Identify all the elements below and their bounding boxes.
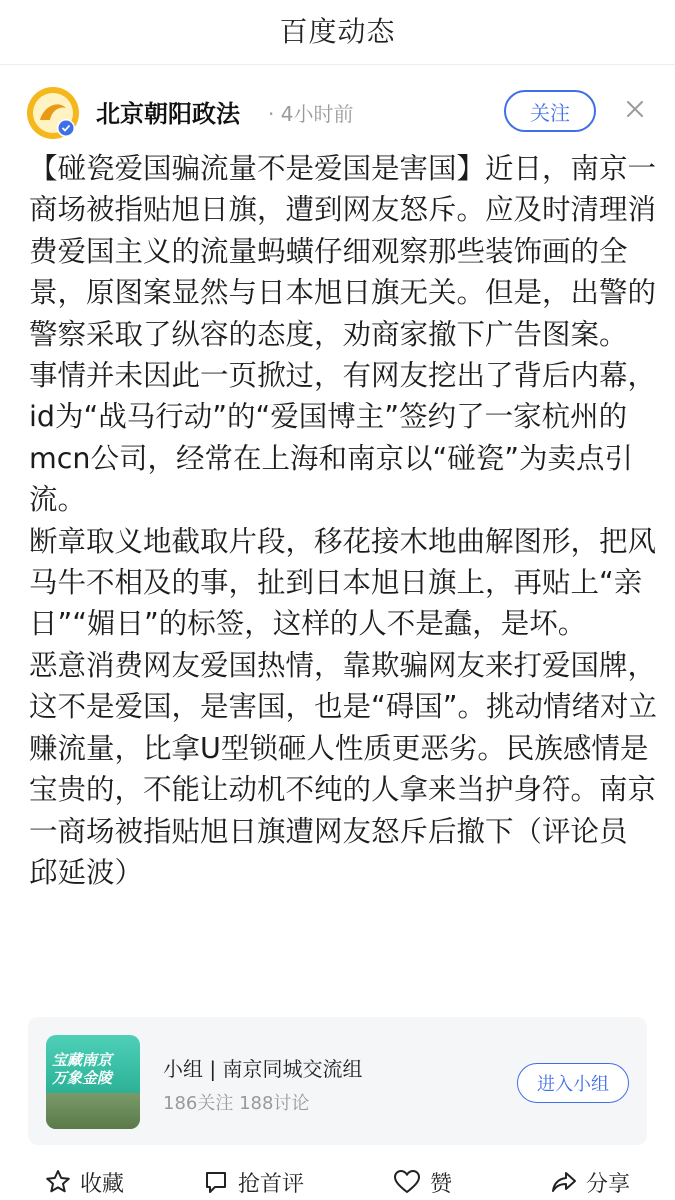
- thumbnail-caption: [52, 1051, 136, 1087]
- share-icon: [550, 1168, 578, 1196]
- page-title: 百度动态: [279, 15, 396, 48]
- close-icon[interactable]: [620, 94, 650, 124]
- post-paragraph: 断章取义地截取片段，移花接木地曲解图形，把风 马牛不相及的事，扯到日本旭日旗上，再贴上“亲 日”“媚日”的标签，这样的人不是蠢，是坏。: [29, 524, 657, 641]
- comment-button[interactable]: [202, 1164, 304, 1200]
- post-paragraph: 事情并未因此一页掀过，有网友挖出了背后内幕， id为“战马行动”的“爱国博主”签约了一家杭州的 mcn公司，经常在上海和南京以“碰瓷”为卖点引 流。: [29, 359, 657, 517]
- group-title[interactable]: 小组 | 南京同城交流组: [163, 1057, 363, 1081]
- post-paragraph: 恶意消费网友爱国热情，靠欺骗网友来打爱国牌， 这不是爱国，是害国，也是“碍国”。挑动情绪对立 赚流量，比拿U型锁砸人性质更恶劣。民族感情是 宝贵的，不能让动机不纯的人拿来当护身符。南京 一商场被指贴旭日旗遭网友怒斥后撤下（评论员 邱延波）: [29, 648, 658, 889]
- group-stats: 186关注 188讨论: [163, 1093, 310, 1114]
- thumbnail-landscape: [46, 1093, 140, 1129]
- like-button[interactable]: [392, 1164, 452, 1200]
- favorite-label: 收藏: [80, 1171, 125, 1197]
- join-group-button[interactable]: 进入小组: [517, 1063, 629, 1103]
- share-label: 分享: [586, 1171, 631, 1197]
- author-name[interactable]: 北京朝阳政法: [96, 100, 240, 128]
- like-label: 赞: [430, 1171, 453, 1197]
- comment-icon: [202, 1168, 230, 1196]
- heart-icon: [392, 1168, 422, 1196]
- verified-badge-icon: [59, 121, 74, 136]
- group-thumbnail[interactable]: [46, 1035, 140, 1129]
- post-header: [0, 80, 675, 150]
- star-icon: [44, 1168, 72, 1196]
- post-time: · 4小时前: [268, 102, 354, 126]
- thumbnail-caption-line: 宝藏南京: [52, 1051, 113, 1069]
- author-avatar[interactable]: [26, 86, 80, 140]
- post-paragraph: 【碰瓷爱国骗流量不是爱国是害国】近日，南京一 商场被指贴旭日旗，遭到网友怒斥。应及时清理消 费爱国主义的流量蚂蟥仔细观察那些装饰画的全 景，原图案显然与日本旭日旗无关。但是，出警的 警察采取了纵容的态度，劝商家撤下广告图案。: [29, 152, 657, 351]
- thumbnail-caption-line: 万象金陵: [52, 1069, 113, 1087]
- comment-label: 抢首评: [238, 1171, 305, 1197]
- follow-button[interactable]: 关注: [504, 90, 596, 132]
- header-divider: [0, 64, 675, 65]
- group-card[interactable]: [28, 1017, 647, 1145]
- action-bar: [0, 1160, 675, 1200]
- favorite-button[interactable]: [44, 1164, 124, 1200]
- share-button[interactable]: [550, 1164, 630, 1200]
- post-body: [29, 148, 659, 893]
